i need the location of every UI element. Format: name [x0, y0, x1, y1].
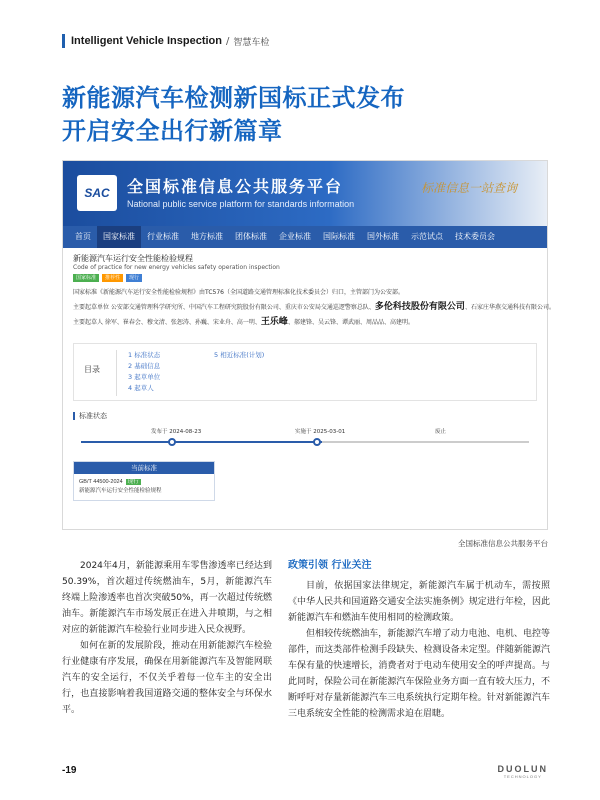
timeline-published: 发布于 2024-08-23: [151, 429, 202, 435]
left-column: [62, 558, 272, 718]
nav-item-pilot: 示范试点: [411, 232, 443, 241]
section-header: [62, 32, 269, 50]
status-badge: 现行: [127, 479, 139, 485]
right-column: [288, 578, 550, 722]
standard-info: [63, 248, 555, 339]
site-title-en: National public service platform for standards information: [127, 199, 355, 209]
tag-current: 现行: [126, 274, 142, 282]
timeline-dot-published: [168, 438, 176, 446]
section-title-en: Intelligent Vehicle Inspection: [71, 35, 222, 47]
site-slogan: 标准信息一站查询: [420, 181, 517, 195]
nav-item-committee: 技术委员会: [455, 232, 495, 241]
section-title-cn: 智慧车检: [233, 37, 270, 48]
nav-item-home: 首页: [75, 232, 91, 241]
subheading: 政策引领 行业关注: [288, 560, 372, 571]
toc-column-2: [214, 350, 264, 361]
site-nav: [63, 226, 547, 248]
nav-item-industry: 行业标准: [147, 232, 179, 241]
drafting-units: 主要起草单位 公安部交通管理科学研究所、中国汽车工程研究院股份有限公司、重庆市公安局交通巡逻警察总队、多伦科技股份有限公司、石家庄华燕交通科技有限公司。: [73, 302, 555, 312]
paragraph: 2024年4月，新能源乘用车零售渗透率已经达到50.39%，首次超过传统燃油车，5月，新能源汽车终端上险渗透率也首次突破50%，再一次超过传统燃油车。新能源汽车市场发展正在进入井喷期，与之相对应的新能源汽车检验行业同步进入民众视野。: [62, 561, 272, 635]
title-line-2: 开启安全出行新篇章: [62, 117, 283, 145]
page-number: -19: [62, 765, 77, 776]
highlight-company: 多伦科技股份有限公司: [374, 302, 465, 312]
current-standard-name: 新能源汽车运行安全性能检验规程: [79, 488, 162, 494]
site-title-cn: 全国标准信息公共服务平台: [127, 177, 344, 196]
toc-link: 2 基础信息: [128, 362, 161, 370]
current-standard-body: [74, 474, 214, 500]
toc-link: 5 相近标准(计划): [214, 351, 265, 359]
standard-name: 新能源汽车运行安全性能检验规程: [73, 254, 193, 263]
paragraph: 目前，依据国家法律规定，新能源汽车属于机动车，需按照《中华人民共和国道路交通安全法实施条例》规定进行年检，因此新能源汽车和燃油车使用相同的检测政策。: [288, 581, 550, 623]
title-line-1: 新能源汽车检测新国标正式发布: [62, 84, 405, 112]
image-caption: 全国标准信息公共服务平台: [458, 539, 548, 548]
nav-item-enterprise: 企业标准: [279, 232, 311, 241]
status-title: 标准状态: [73, 411, 537, 421]
standard-tags: [73, 274, 537, 282]
brand-subtitle: TECHNOLOGY: [503, 774, 542, 779]
standard-name-en: Code of practice for new energy vehicles safety operation inspection: [73, 264, 280, 271]
toc-box: [73, 343, 537, 401]
tag-national: 国家标准: [73, 274, 99, 282]
nav-item-national: 国家标准: [97, 226, 141, 248]
embedded-screenshot: [62, 160, 555, 530]
brand-logo: [498, 764, 549, 779]
toc-link: 3 起草单位: [128, 373, 161, 381]
standard-number: GB/T 44500-2024: [79, 479, 123, 485]
toc-divider: [116, 350, 117, 396]
standard-summary: 国家标准《新能源汽车运行安全性能检验规程》由TC576（全国道路交通管理标准化技术委员会）归口，主管部门为公安部。: [73, 289, 404, 296]
highlight-person: 王乐峰: [260, 317, 288, 327]
toc-link: 1 标准状态: [128, 351, 161, 359]
paragraph: 如何在新的发展阶段，推动在用新能源汽车检验行业健康有序发展，确保在用新能源汽车及智能网联汽车的安全运行，不仅关乎着每一位车主的安全出行，也直接影响着我国道路交通的整体安全与环保水平。: [62, 641, 272, 715]
nav-item-group: 团体标准: [235, 232, 267, 241]
brand-name: DUOLUN: [497, 764, 548, 774]
section-separator: /: [225, 35, 230, 47]
header-accent-bar: [62, 34, 65, 48]
timeline-implemented: 实施于 2025-03-01: [295, 429, 346, 435]
drafters: 主要起草人 徐军、崔春会、穆文清、张恕涛、孙巍、宋业舟、高一明、王乐峰、郝建锋、吴云锋、谭武丽、周品品、高建明。: [73, 317, 414, 327]
status-timeline: [73, 427, 537, 453]
timeline-progress: [81, 441, 322, 443]
tag-recommended: 推荐性: [102, 274, 123, 282]
sac-logo: SAC: [77, 175, 117, 211]
nav-item-local: 地方标准: [191, 232, 223, 241]
timeline-dot-implemented: [313, 438, 321, 446]
nav-item-foreign: 国外标准: [367, 232, 399, 241]
toc-column-1: [128, 350, 160, 394]
nav-item-international: 国际标准: [323, 232, 355, 241]
timeline-abolished: 废止: [435, 429, 447, 435]
article-title: [62, 82, 405, 148]
current-standard-header: 当前标准: [74, 462, 214, 474]
toc-label: 目录: [84, 365, 100, 374]
toc-link: 4 起草人: [128, 384, 154, 392]
current-standard-card: [73, 461, 215, 501]
paragraph: 但相较传统燃油车，新能源汽车增了动力电池、电机、电控等部件，而这类部件检测手段缺失、检测设备未定型。伴随新能源汽车保有量的快速增长，消费者对于电动车使用安全的呼声提高。与此同时，保险公司在新能源汽车保险业务方面一直有较大压力，不断呼吁对存量新能源汽车三电系统执行定期年检。针对新能源汽车三电系统安全性能的检测需求迫在眉睫。: [288, 629, 550, 719]
site-banner: [63, 161, 547, 226]
